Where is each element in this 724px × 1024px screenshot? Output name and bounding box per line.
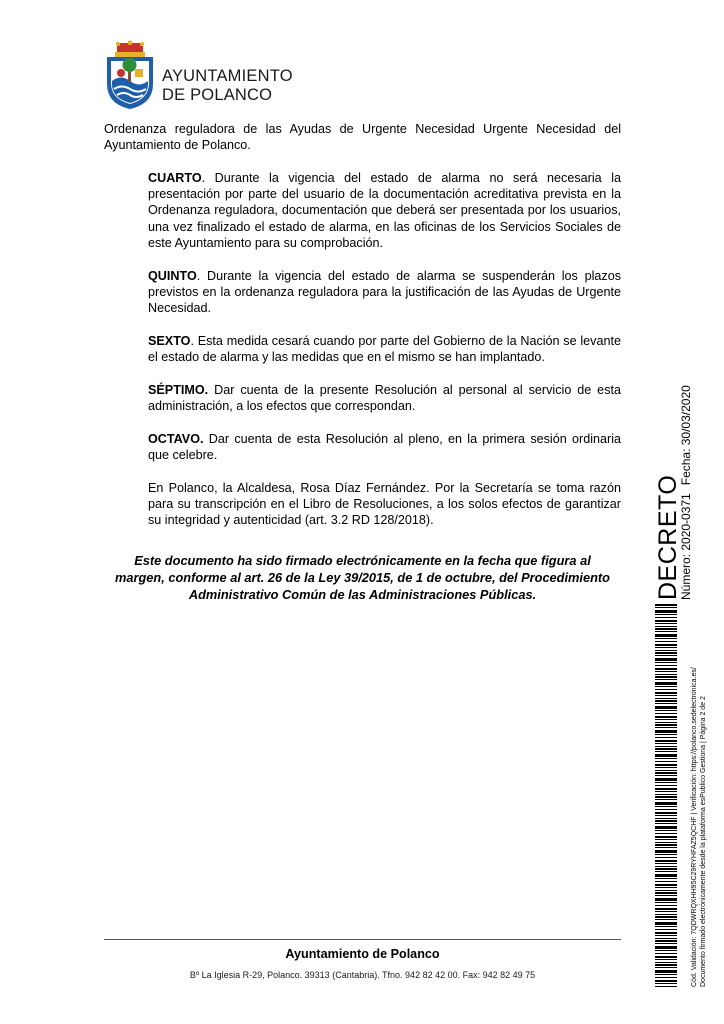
clause-text: Dar cuenta de esta Resolución al pleno, en la primera sesión ordinaria que celebre. (148, 431, 621, 462)
clause-cuarto (104, 170, 621, 251)
org-name-line-1: AYUNTAMIENTO (162, 67, 293, 85)
clause-label: SEXTO (148, 333, 191, 348)
clause-octavo (104, 431, 621, 464)
intro-paragraph: Ordenanza reguladora de las Ayudas de Urgente Necesidad Urgente Necesidad del Ayuntamiento de Polanco. (104, 122, 621, 153)
footer-title: Ayuntamiento de Polanco (285, 947, 440, 961)
clause-label: CUARTO (148, 170, 202, 185)
decree-meta (679, 385, 693, 600)
coat-of-arms-icon (104, 40, 156, 110)
document-body (104, 121, 621, 620)
closing-paragraph: En Polanco, la Alcaldesa, Rosa Díaz Fernández. Por la Secretaría se toma razón para su transcripción en el Libro de Resoluciones, a los solos efectos de garantizar su integridad y autenticidad (art. 3.2 RD 128/2018). (148, 480, 621, 528)
clause-text: . Esta medida cesará cuando por parte del Gobierno de la Nación se levante el estado de alarma y las medidas que en el mismo se han implantado. (148, 333, 621, 365)
clause-label: SÉPTIMO. (148, 382, 209, 397)
clause-label: QUINTO (148, 268, 197, 283)
decree-number: Número: 2020-0371 (679, 493, 693, 600)
validation-barcode (655, 604, 677, 987)
decree-label: DECRETO (654, 474, 682, 600)
footer-address: Bº La Iglesia R-29, Polanco. 39313 (Cantabria). Tfno. 942 82 42 00. Fax: 942 82 49 75 (189, 970, 536, 980)
footer-divider (104, 939, 621, 940)
clause-label: OCTAVO. (148, 431, 204, 446)
clause-text: . Durante la vigencia del estado de alarma se suspenderán los plazos previstos en la ordenanza reguladora para la justificación de las Ayudas de Urgente Necesidad. (148, 268, 621, 316)
validation-code: Cód. Validación: 7QDWRQXHH95C29RYHFAZ5QCHF | Verificación: https://polanco.sedelectronica.es/ (691, 667, 698, 987)
electronic-signature-notice: Este documento ha sido firmado electrónicamente en la fecha que figura al margen, conforme al art. 26 de la Ley 39/2015, de 1 de octubre, del Procedimiento Administrativo Común de las Administraciones Públicas. (115, 553, 610, 603)
org-name-line-2: DE POLANCO (162, 86, 273, 104)
clause-text: . Durante la vigencia del estado de alarma no será necesaria la presentación por parte del usuario de la documentación acreditativa prevista en la Ordenanza reguladora, documentación que deberá ser presentada por los usuarios, una vez finalizado el estado de alarma, en las oficinas de los Servicios Sociales de este Ayuntamiento para su comprobación. (148, 170, 621, 251)
clause-septimo (104, 382, 621, 415)
decree-date: Fecha: 30/03/2020 (679, 385, 693, 486)
platform-note: Documento firmado electrónicamente desde la plataforma esPublico Gestiona | Página 2 de 2 (700, 696, 707, 987)
clause-sexto (104, 333, 621, 366)
validation-info (690, 667, 708, 987)
letterhead (104, 40, 364, 110)
clause-quinto (104, 268, 621, 317)
organization-name (162, 67, 293, 105)
clause-text: Dar cuenta de la presente Resolución al personal al servicio de esta administración, a los efectos que correspondan. (148, 382, 621, 414)
